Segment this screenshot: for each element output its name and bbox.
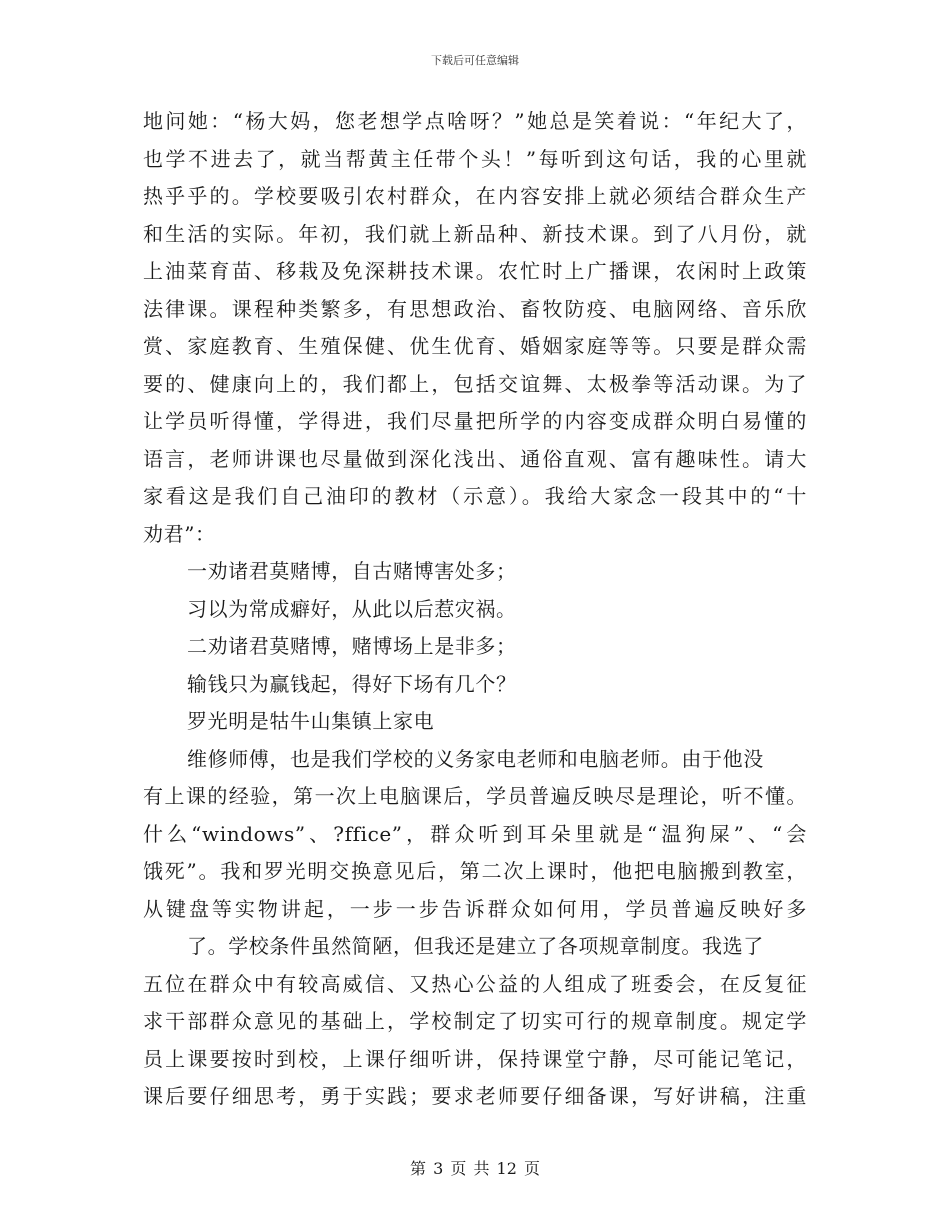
text-line: 饿死”。我和罗光明交换意见后，第二次上课时，他把电脑搬到教室， bbox=[143, 859, 807, 883]
page-header: 下载后可任意编辑 bbox=[431, 54, 519, 67]
text-line: 法律课。课程种类繁多，有思想政治、畜牧防疫、电脑网络、音乐欣 bbox=[143, 296, 807, 321]
text-line: 上油菜育苗、移栽及免深耕技术课。农忙时上广播课，农闲时上政策 bbox=[143, 259, 807, 283]
text-line: 热乎乎的。学校要吸引农村群众，在内容安排上就必须结合群众生产 bbox=[143, 184, 807, 208]
poem-line: 习以为常成癖好，从此以后惹灾祸。 bbox=[187, 596, 517, 621]
text-line: 赏、家庭教育、生殖保健、优生优育、婚姻家庭等等。只要是群众需 bbox=[143, 334, 807, 358]
text-line: 从键盘等实物讲起，一步一步告诉群众如何用，学员普遍反映好多 bbox=[143, 896, 807, 921]
text-line: 了。学校条件虽然简陋，但我还是建立了各项规章制度。我选了 bbox=[187, 934, 764, 958]
text-line: 语言，老师讲课也尽量做到深化浅出、通俗直观、富有趣味性。请大 bbox=[143, 446, 807, 471]
text-line: 有上课的经验，第一次上电脑课后，学员普遍反映尽是理论，听不懂。 bbox=[143, 784, 807, 808]
text-line: 家看这是我们自己油印的教材（示意）。我给大家念一段其中的“十 bbox=[143, 484, 807, 508]
poem-line: 一劝诸君莫赌博，自古赌博害处多； bbox=[187, 559, 517, 583]
text-line: 五位在群众中有较高威信、又热心公益的人组成了班委会，在反复征 bbox=[143, 971, 807, 996]
text-line: 罗光明是牯牛山集镇上家电 bbox=[187, 709, 435, 733]
text-line: 要的、健康向上的，我们都上，包括交谊舞、太极拳等活动课。为了 bbox=[143, 371, 807, 396]
text-line: 员上课要按时到校，上课仔细听讲，保持课堂宁静，尽可能记笔记， bbox=[143, 1046, 807, 1071]
text-line: 维修师傅，也是我们学校的义务家电老师和电脑老师。由于他没 bbox=[187, 746, 764, 771]
text-line: 和生活的实际。年初，我们就上新品种、新技术课。到了八月份，就 bbox=[143, 221, 807, 246]
text-line: 什么“windows”、?ffice”，群众听到耳朵里就是“温狗屎”、“会 bbox=[143, 821, 807, 846]
text-line: 课后要仔细思考，勇于实践；要求老师要仔细备课，写好讲稿，注重 bbox=[143, 1084, 807, 1108]
poem-line: 输钱只为赢钱起，得好下场有几个？ bbox=[187, 671, 517, 696]
text-line: 劝君”： bbox=[143, 521, 216, 546]
text-line: 让学员听得懂，学得进，我们尽量把所学的内容变成群众明白易懂的 bbox=[143, 409, 807, 433]
page-number: 第 3 页 共 12 页 bbox=[410, 1159, 540, 1178]
document-body bbox=[143, 103, 807, 1116]
text-line: 求干部群众意见的基础上，学校制定了切实可行的规章制度。规定学 bbox=[143, 1009, 807, 1033]
text-line: 也学不进去了，就当帮黄主任带个头！”每听到这句话，我的心里就 bbox=[143, 146, 807, 171]
text-line: 地问她：“杨大妈，您老想学点啥呀？”她总是笑着说：“年纪大了， bbox=[143, 109, 807, 133]
poem-line: 二劝诸君莫赌博，赌博场上是非多； bbox=[187, 634, 517, 658]
